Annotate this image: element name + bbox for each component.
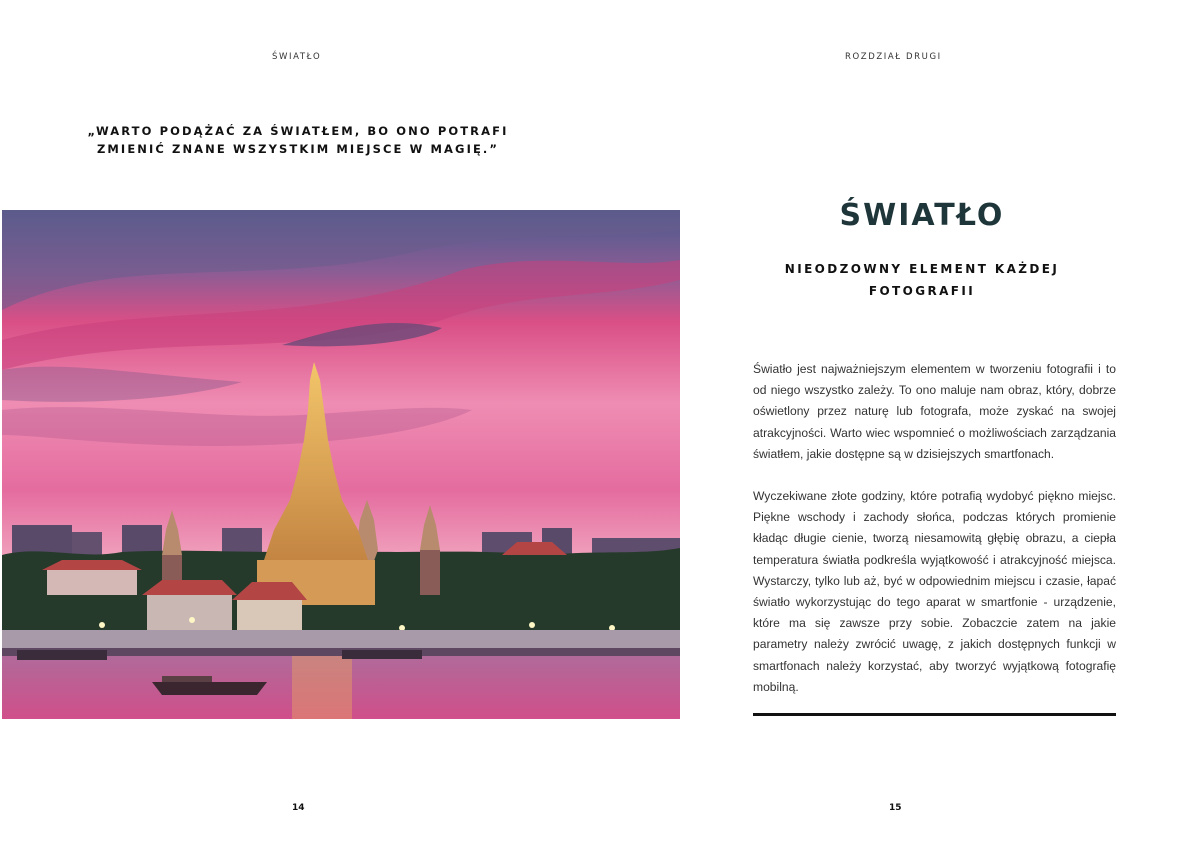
page-number-right: 15	[889, 803, 902, 813]
pull-quote	[80, 122, 516, 158]
left-page	[0, 0, 595, 842]
pull-quote-line-1: „WARTO PODĄŻAĆ ZA ŚWIATŁEM, BO ONO POTRAFI	[87, 124, 509, 138]
running-head-right: ROZDZIAŁ DRUGI	[845, 52, 942, 62]
subtitle-line-1: NIEODZOWNY ELEMENT KAŻDEJ	[784, 262, 1060, 276]
paragraph-2: Wyczekiwane złote godziny, które potrafią wydobyć piękno miejsc. Piękne wschody i zachody słońca, podczas których promienie kładąc długie cienie, tworzą niesamowitą głębię obrazu, a ciepła temperatura światła podkreśla wyjątkowość i atrakcyjność miejsca. Wystarczy, tylko lub aż, być w odpowiednim miejscu i czasie, łapać światło wykorzystując do tego aparat w smartfonie - urządzenie, które ma się zawsze przy sobie. Zobaczcie zatem na jakie parametry należy zwrócić uwagę, z jakich dostępnych funkcji w smartfonach należy korzystać, aby tworzyć wyjątkową fotografię mobilną.	[753, 489, 1116, 694]
chapter-title: ŚWIATŁO	[839, 198, 1005, 233]
pull-quote-line-2: ZMIENIĆ ZNANE WSZYSTKIM MIEJSCE W MAGIĘ.”	[96, 142, 500, 156]
running-head-left: ŚWIATŁO	[272, 52, 322, 62]
divider-rule	[753, 713, 1116, 716]
subtitle-line-2: FOTOGRAFII	[868, 284, 976, 298]
body-text	[753, 359, 1116, 719]
page-number-left: 14	[292, 803, 305, 813]
right-page	[596, 0, 1191, 842]
temple-sunset-photo	[2, 210, 680, 719]
chapter-subtitle	[772, 258, 1072, 302]
paragraph-1: Światło jest najważniejszym elementem w tworzeniu fotografii i to od niego wszystko zależy. To ono maluje nam obraz, który, dobrze oświetlony przez naturę lub fotografa, może zyskać na swojej atrakcyjności. Warto wiec wspomnieć o możliwościach zarządzania światłem, jakie dostępne są w dzisiejszych smartfonach.	[753, 362, 1116, 461]
